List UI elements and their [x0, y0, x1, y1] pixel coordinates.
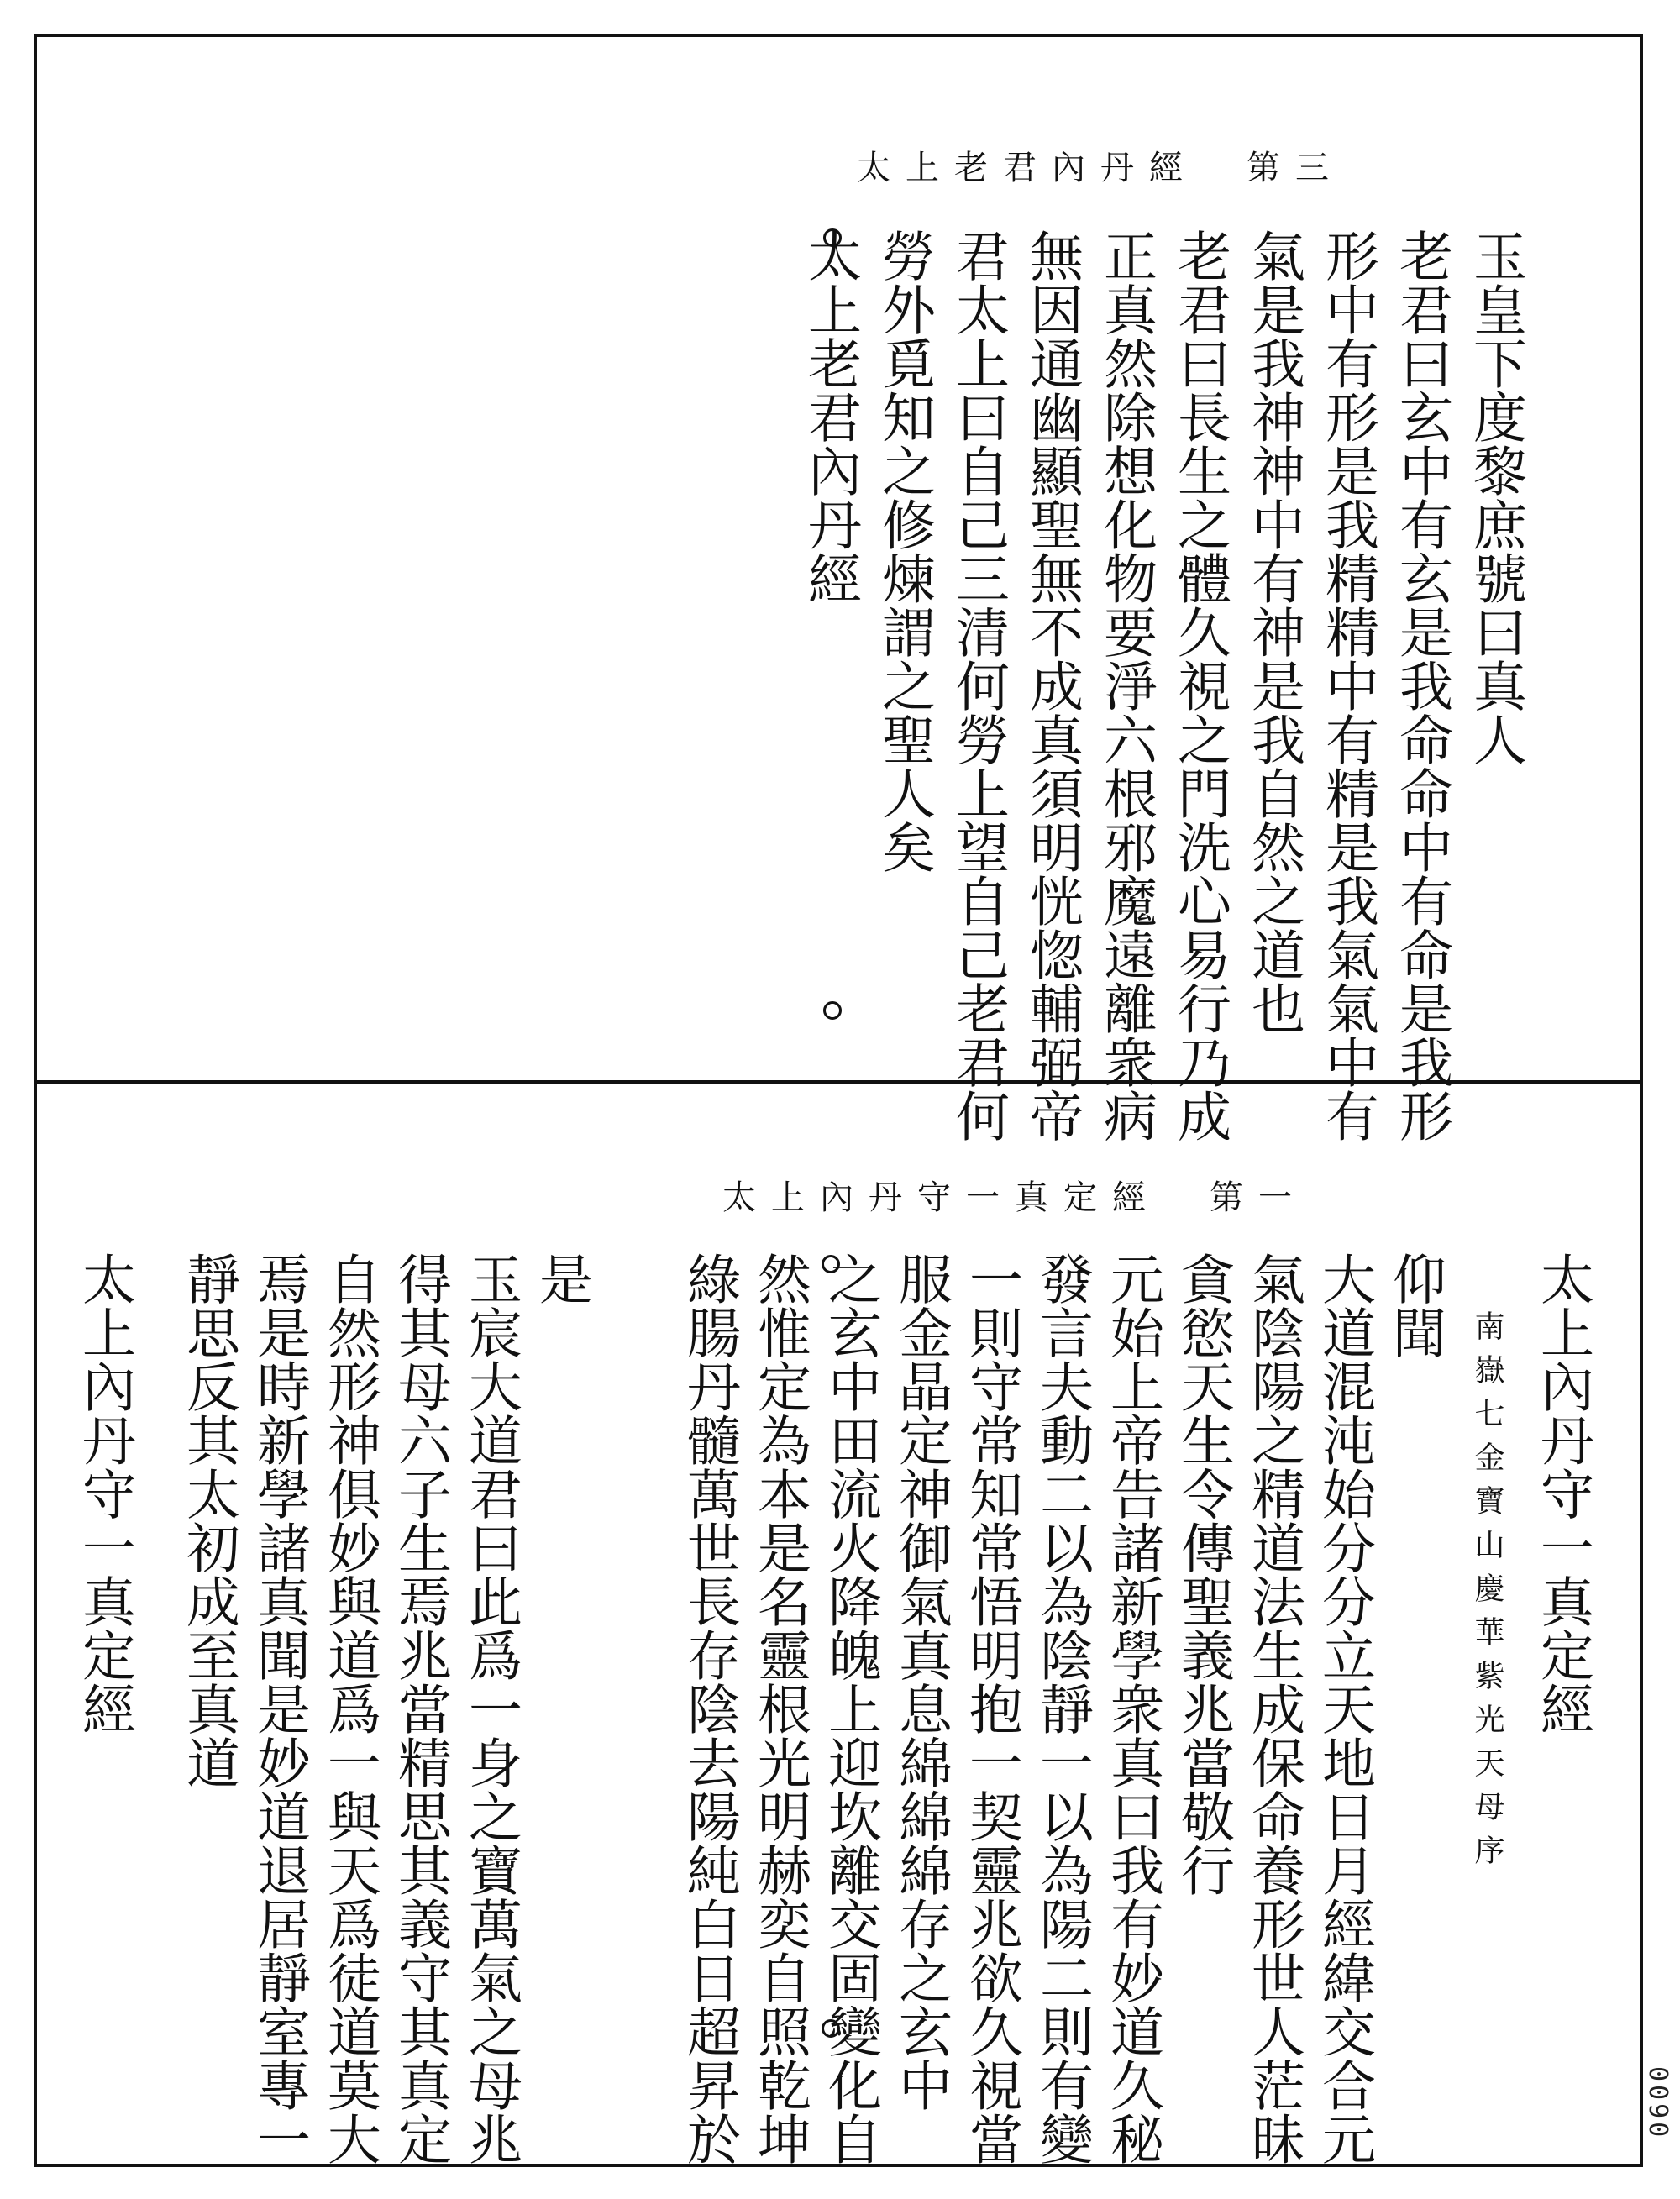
bottom-col-10: 然惟定為本是名靈根光明赫奕自照乾坤 [748, 1252, 811, 2165]
circle-mark [822, 2019, 840, 2038]
bottom-col-4: 貪慾天生令傳聖義兆當敬行 [1172, 1252, 1234, 1897]
top-col-9: 勞外覓知之修煉謂之聖人矣 [873, 228, 935, 874]
top-col-4: 氣是我神神中有神是我自然之道也 [1242, 228, 1305, 1035]
bottom-col-15: 自然形神俱妙與道爲一與天爲徒道莫大 [318, 1252, 381, 2165]
bottom-col-9: 之玄中田流火降魄上迎坎離交固變化自 [819, 1252, 881, 2165]
circle-mark [822, 1255, 840, 1273]
top-col-8: 君太上曰自己三清何勞上望自己老君何 [947, 228, 1009, 1142]
top-col-5: 老君曰長生之體久視之門洗心易行乃成 [1168, 228, 1231, 1142]
bottom-header: 太上內丹守一真定經 第一 [722, 1178, 1307, 1217]
bottom-title: 太上內丹守一真定經 [1531, 1252, 1593, 1735]
bottom-col-13: 玉宸大道君曰此爲一身之寶萬氣之母兆 [459, 1252, 522, 2165]
bottom-col-7: 一則守常知常悟明抱一契靈兆欲久視當 [960, 1252, 1022, 2165]
circle-mark [823, 228, 842, 247]
bottom-col-12: 是 [530, 1252, 592, 1305]
top-col-1: 玉皇下度黎庶號曰真人 [1464, 228, 1526, 766]
bottom-author: 南嶽七金寶山慶華紫光天母序 [1470, 1310, 1504, 1878]
top-header: 太上老君內丹經 第三 [857, 149, 1344, 187]
bottom-col-14: 得其母六子生焉兆當精思其義守其真定 [389, 1252, 451, 2165]
bottom-col-18: 太上內丹守一真定經 [73, 1252, 135, 1735]
top-col-3: 形中有形是我精精中有精是我氣氣中有 [1316, 228, 1378, 1142]
bottom-col-3: 氣陰陽之精道法生成保命養形世人茫昧 [1242, 1252, 1305, 2165]
top-col-2: 老君曰玄中有玄是我命命中有命是我形 [1390, 228, 1452, 1142]
bottom-col-2: 大道混沌始分分立天地日月經緯交合元 [1313, 1252, 1375, 2165]
page-number: 0090 [1643, 2066, 1672, 2141]
bottom-col-8: 服金晶定神御氣真息綿綿綿存之玄中 [890, 1252, 952, 2112]
bottom-col-11: 綠腸丹髓萬世長存陰去陽純白日超昇於 [678, 1252, 740, 2165]
bottom-col-17: 靜思反其太初成至真道 [177, 1252, 239, 1789]
top-col-10: 太上老君內丹經 [799, 228, 861, 605]
bottom-col-1: 仰聞 [1383, 1252, 1446, 1359]
bottom-col-16: 焉是時新學諸真聞是妙道退居靜室專一 [248, 1252, 310, 2165]
circle-mark [823, 1001, 842, 1020]
bottom-col-5: 元始上帝告諸新學衆真曰我有妙道久秘 [1101, 1252, 1163, 2165]
top-col-6: 正真然除想化物要淨六根邪魔遠離衆病 [1095, 228, 1157, 1142]
top-col-7: 無因通幽顯聖無不成真須明恍惚輔弼帝 [1021, 228, 1083, 1142]
bottom-col-6: 發言夫動二以為陰靜一以為陽二則有變 [1031, 1252, 1093, 2165]
